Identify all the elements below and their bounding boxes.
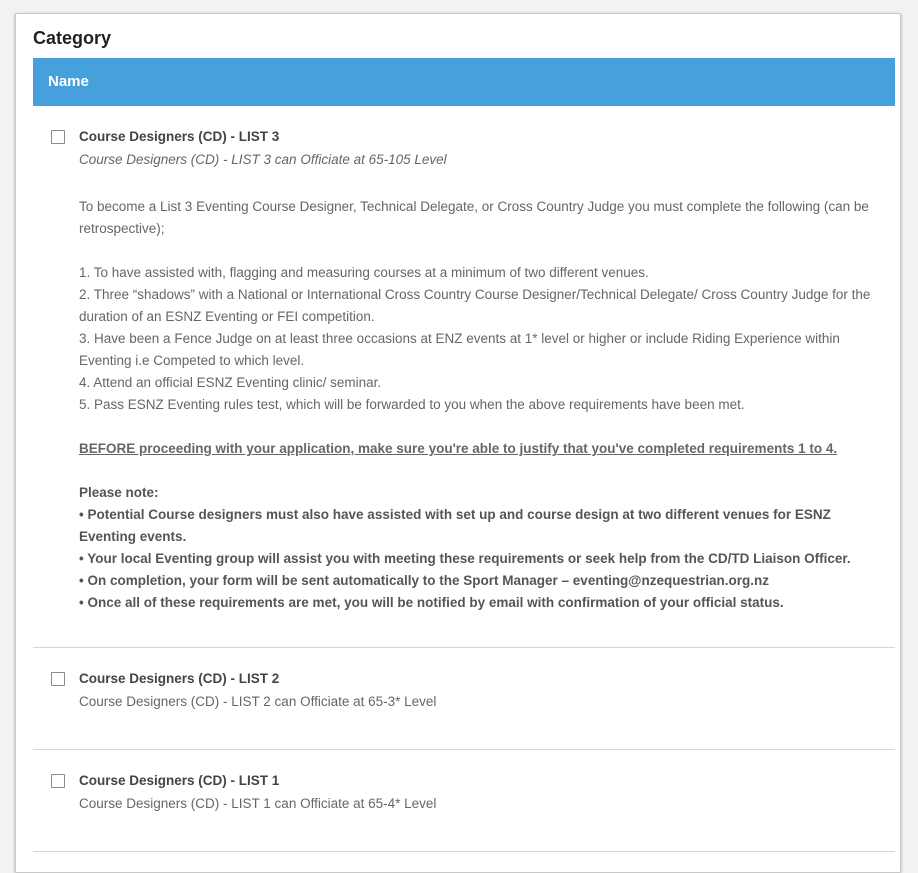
checkbox-list-2[interactable] <box>51 672 65 686</box>
requirement-item: 3. Have been a Fence Judge on at least three occasions at ENZ events at 1* level or higher or include Riding Experience within Eventing i.e Competed to which level. <box>79 331 840 368</box>
note-title: Please note: <box>79 485 159 500</box>
table-header-name: Name <box>33 58 895 106</box>
warning-text: BEFORE proceeding with your application, make sure you're able to justify that you've completed requirements 1 to 4. <box>79 441 838 456</box>
checkbox-list-1[interactable] <box>51 774 65 788</box>
requirement-item: 1. To have assisted with, flagging and measuring courses at a minimum of two different venues. <box>79 265 649 280</box>
category-row-list-3 <box>33 130 895 648</box>
panel-title: Category <box>33 28 112 48</box>
category-panel <box>15 13 901 873</box>
requirement-item: 4. Attend an official ESNZ Eventing clinic/ seminar. <box>79 375 382 390</box>
note-item: • Potential Course designers must also have assisted with set up and course design at two different venues for ESNZ Eventing events. <box>79 507 831 544</box>
category-row-list-2 <box>33 672 895 750</box>
note-item: • Your local Eventing group will assist you with meeting these requirements or seek help from the CD/TD Liaison Officer. <box>79 551 851 566</box>
category-subtitle: Course Designers (CD) - LIST 1 can Officiate at 65-4* Level <box>79 796 437 811</box>
requirement-item: 2. Three “shadows” with a National or International Cross Country Course Designer/Technical Delegate/ Cross Country Judge for the duration of an ESNZ Eventing or FEI competition. <box>79 287 871 324</box>
checkbox-list-3[interactable] <box>51 130 65 144</box>
category-subtitle: Course Designers (CD) - LIST 2 can Officiate at 65-3* Level <box>79 694 437 709</box>
note-item: • Once all of these requirements are met, you will be notified by email with confirmation of your official status. <box>79 595 784 610</box>
note-item: • On completion, your form will be sent automatically to the Sport Manager – eventing@nzequestrian.org.nz <box>79 573 769 588</box>
intro-text: To become a List 3 Eventing Course Designer, Technical Delegate, or Cross Country Judge you must complete the following (can be retrospective); <box>79 199 869 236</box>
category-description <box>79 196 879 614</box>
category-subtitle: Course Designers (CD) - LIST 3 can Officiate at 65-105 Level <box>79 152 447 167</box>
category-row-list-1 <box>33 774 895 852</box>
category-name: Course Designers (CD) - LIST 2 <box>79 671 280 686</box>
category-name: Course Designers (CD) - LIST 1 <box>79 773 280 788</box>
category-name: Course Designers (CD) - LIST 3 <box>79 129 280 144</box>
requirement-item: 5. Pass ESNZ Eventing rules test, which will be forwarded to you when the above requirements have been met. <box>79 397 745 412</box>
